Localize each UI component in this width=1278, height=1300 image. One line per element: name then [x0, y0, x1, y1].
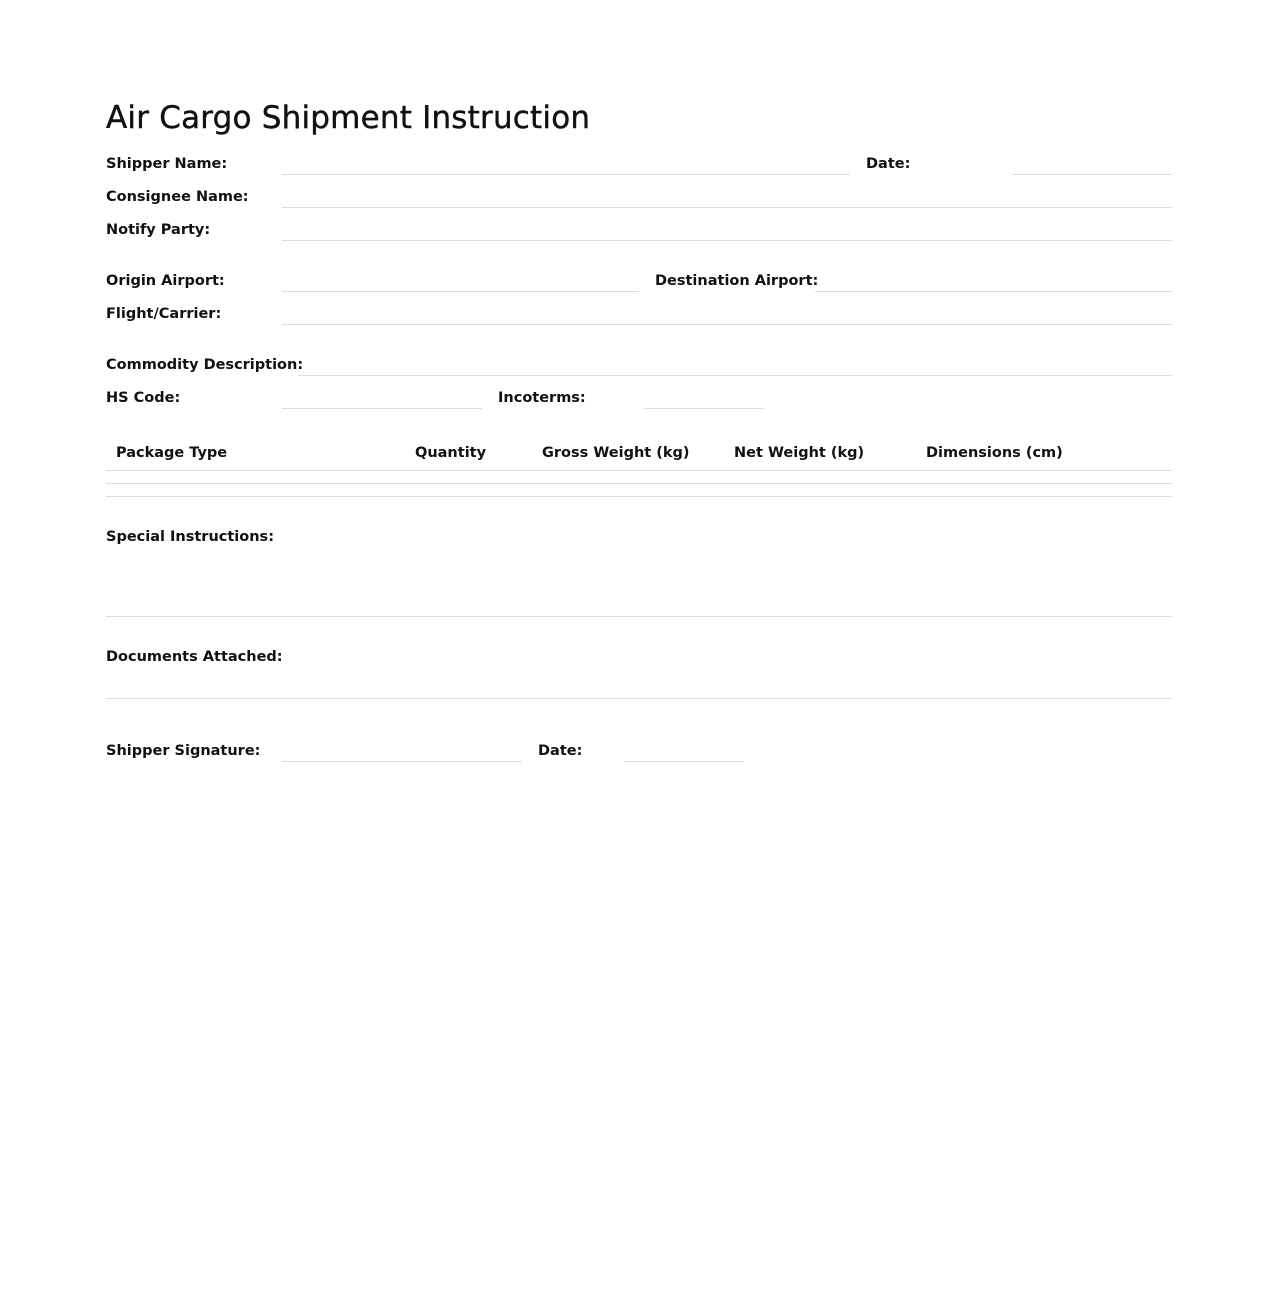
table-row[interactable]	[106, 483, 1172, 484]
col-dimensions: Dimensions (cm)	[926, 445, 1063, 461]
col-gross-weight: Gross Weight (kg)	[542, 445, 690, 461]
notify-party-label: Notify Party:	[106, 222, 211, 238]
shipper-name-label: Shipper Name:	[106, 156, 228, 172]
incoterms-label: Incoterms:	[498, 390, 586, 406]
flight-carrier-label: Flight/Carrier:	[106, 306, 222, 322]
col-quantity: Quantity	[415, 445, 487, 461]
commodity-description-label: Commodity Description:	[106, 357, 304, 373]
col-net-weight: Net Weight (kg)	[734, 445, 865, 461]
destination-airport-field[interactable]	[815, 291, 1172, 292]
shipper-name-field[interactable]	[282, 174, 850, 175]
special-instructions-label: Special Instructions:	[106, 529, 274, 545]
flight-carrier-field[interactable]	[282, 324, 1172, 325]
origin-airport-field[interactable]	[282, 291, 639, 292]
commodity-description-field[interactable]	[298, 375, 1172, 376]
incoterms-field[interactable]	[644, 408, 764, 409]
col-package-type: Package Type	[116, 445, 228, 461]
notify-party-field[interactable]	[282, 240, 1172, 241]
shipper-signature-label: Shipper Signature:	[106, 743, 261, 759]
consignee-name-label: Consignee Name:	[106, 189, 249, 205]
date-label: Date:	[866, 156, 911, 172]
signature-date-label: Date:	[538, 743, 583, 759]
date-field[interactable]	[1012, 174, 1172, 175]
signature-date-field[interactable]	[624, 761, 744, 762]
shipper-signature-field[interactable]	[282, 761, 522, 762]
table-row[interactable]	[106, 496, 1172, 497]
origin-airport-label: Origin Airport:	[106, 273, 225, 289]
page-title: Air Cargo Shipment Instruction	[106, 100, 591, 136]
documents-attached-field[interactable]	[106, 698, 1172, 699]
hs-code-field[interactable]	[282, 408, 482, 409]
special-instructions-field[interactable]	[106, 616, 1172, 617]
destination-airport-label: Destination Airport:	[655, 273, 819, 289]
consignee-name-field[interactable]	[282, 207, 1172, 208]
table-header-divider	[106, 470, 1172, 471]
documents-attached-label: Documents Attached:	[106, 649, 283, 665]
hs-code-label: HS Code:	[106, 390, 181, 406]
